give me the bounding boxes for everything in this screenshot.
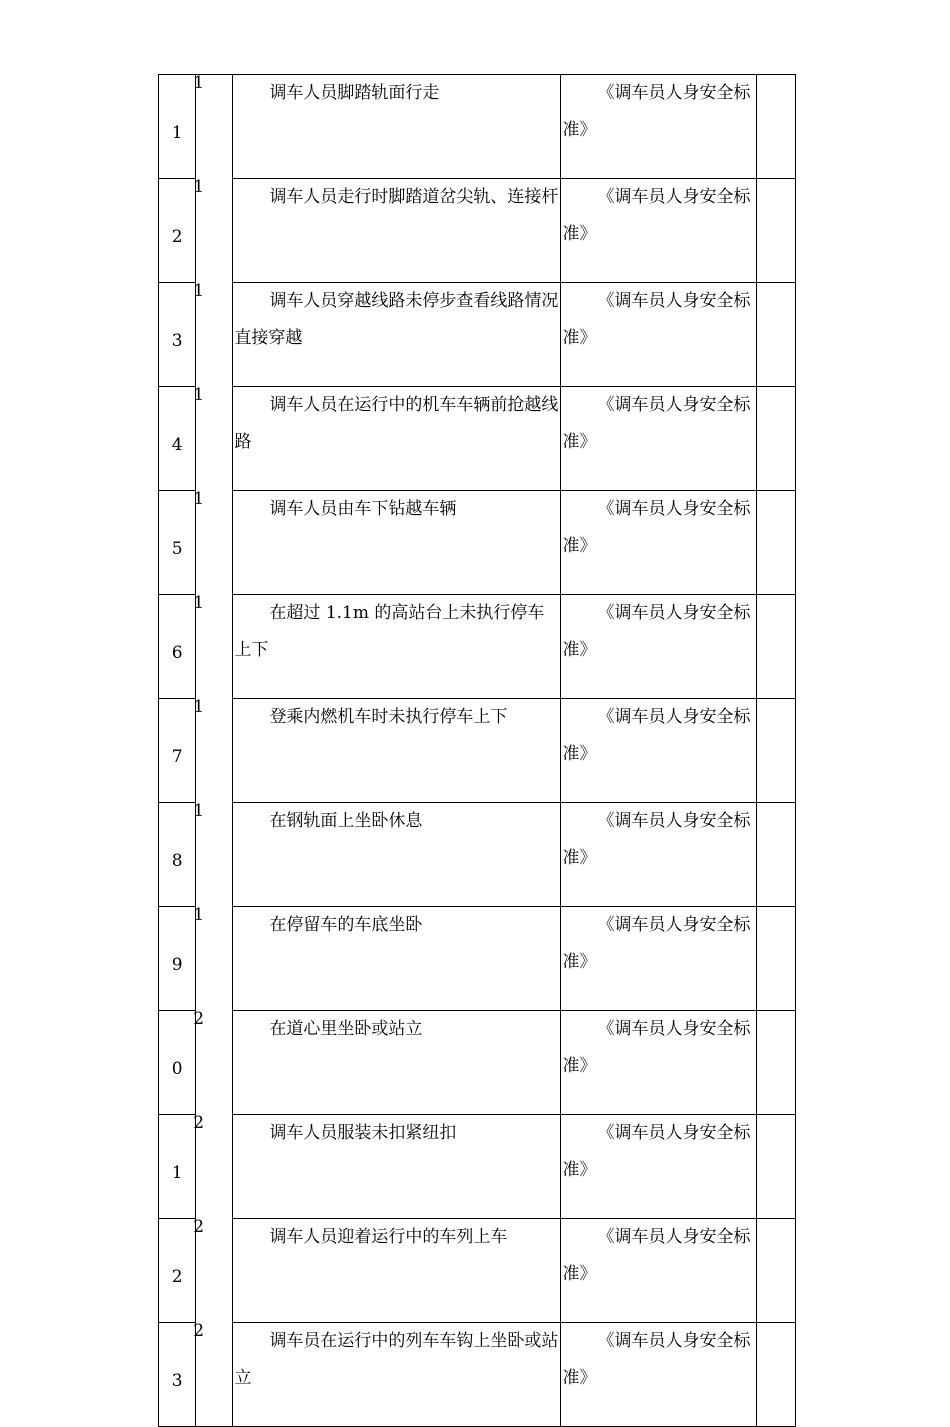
violation-item-cell — [233, 491, 561, 595]
row-number: 3 — [171, 1370, 183, 1391]
basis-cell — [561, 803, 756, 907]
violation-item-cell — [233, 907, 561, 1011]
row-number: 1 — [171, 122, 183, 143]
violation-item-cell — [233, 179, 561, 283]
violation-item: 调车人员由车下钻越车辆 — [269, 499, 457, 519]
violation-item-cell — [233, 75, 561, 179]
basis-text: 《调车员人身安全标准》 — [562, 1123, 751, 1180]
row-sub-number-cell — [193, 1113, 233, 1219]
basis-text: 《调车员人身安全标准》 — [562, 603, 751, 660]
table-row — [159, 1323, 796, 1427]
basis-cell — [561, 699, 756, 803]
basis-text: 《调车员人身安全标准》 — [562, 499, 751, 556]
basis-text: 《调车员人身安全标准》 — [562, 1331, 751, 1388]
table-row — [159, 179, 796, 283]
row-number-cell — [159, 179, 196, 283]
row-sub-number: 1 — [193, 73, 205, 93]
remark-cell — [756, 75, 795, 179]
remark-cell — [756, 1323, 795, 1427]
remark-cell — [756, 491, 795, 595]
row-sub-number-cell — [193, 801, 233, 907]
row-number: 9 — [171, 954, 183, 975]
basis-text: 《调车员人身安全标准》 — [562, 83, 751, 140]
violation-item: 在超过 1.1m 的高站台上未执行停车上下 — [234, 603, 545, 660]
row-number: 8 — [171, 850, 183, 871]
row-number-cell — [159, 1323, 196, 1427]
table-row — [159, 803, 796, 907]
violation-item: 在道心里坐卧或站立 — [269, 1019, 423, 1039]
row-number: 2 — [171, 1266, 183, 1287]
violation-item: 调车人员在运行中的机车车辆前抢越线路 — [234, 395, 559, 452]
row-sub-number: 1 — [193, 697, 205, 717]
remark-cell — [756, 907, 795, 1011]
remark-cell — [756, 803, 795, 907]
basis-text: 《调车员人身安全标准》 — [562, 1227, 751, 1284]
row-sub-number-cell — [193, 385, 233, 491]
row-sub-number-cell — [193, 905, 233, 1011]
row-number-cell — [159, 75, 196, 179]
basis-cell — [561, 1011, 756, 1115]
basis-text: 《调车员人身安全标准》 — [562, 1019, 751, 1076]
row-sub-number: 2 — [193, 1321, 205, 1341]
table-row — [159, 699, 796, 803]
table-row — [159, 595, 796, 699]
row-number: 4 — [171, 434, 183, 455]
table-row — [159, 283, 796, 387]
remark-cell — [756, 179, 795, 283]
row-number-cell — [159, 595, 196, 699]
violation-item: 调车人员脚踏轨面行走 — [269, 83, 440, 103]
row-sub-number-cell — [193, 697, 233, 803]
table-row — [159, 387, 796, 491]
violation-item-cell — [233, 595, 561, 699]
table-body — [159, 75, 796, 1427]
basis-text: 《调车员人身安全标准》 — [562, 291, 751, 348]
row-sub-number: 1 — [193, 385, 205, 405]
row-sub-number-cell — [193, 1321, 233, 1427]
basis-text: 《调车员人身安全标准》 — [562, 707, 751, 764]
violation-item-cell — [233, 699, 561, 803]
table-row — [159, 1219, 796, 1323]
row-number-cell — [159, 699, 196, 803]
basis-cell — [561, 75, 756, 179]
row-number-cell — [159, 1011, 196, 1115]
remark-cell — [756, 387, 795, 491]
row-sub-number-cell — [193, 489, 233, 595]
violation-item-cell — [233, 387, 561, 491]
row-number: 5 — [171, 538, 183, 559]
row-number-cell — [159, 283, 196, 387]
row-number: 7 — [171, 746, 183, 767]
row-number: 3 — [171, 330, 183, 351]
table-row — [159, 75, 796, 179]
violation-item-cell — [233, 1115, 561, 1219]
basis-cell — [561, 1115, 756, 1219]
row-sub-number: 1 — [193, 593, 205, 613]
row-number: 2 — [171, 226, 183, 247]
row-sub-number: 1 — [193, 177, 205, 197]
basis-text: 《调车员人身安全标准》 — [562, 395, 751, 452]
basis-cell — [561, 1323, 756, 1427]
violation-item: 调车人员服装未扣紧纽扣 — [269, 1123, 457, 1143]
basis-cell — [561, 387, 756, 491]
row-number: 1 — [171, 1162, 183, 1183]
violation-item: 调车人员迎着运行中的车列上车 — [269, 1227, 508, 1247]
violation-item-cell — [233, 1011, 561, 1115]
table-row — [159, 1115, 796, 1219]
violation-item: 调车员在运行中的列车车钩上坐卧或站立 — [234, 1331, 559, 1388]
remark-cell — [756, 1011, 795, 1115]
row-sub-number: 2 — [193, 1217, 205, 1237]
row-number-cell — [159, 1219, 196, 1323]
remark-cell — [756, 1219, 795, 1323]
basis-text: 《调车员人身安全标准》 — [562, 811, 751, 868]
row-sub-number: 2 — [193, 1009, 205, 1029]
row-sub-number: 1 — [193, 281, 205, 301]
row-sub-number: 1 — [193, 801, 205, 821]
remark-cell — [756, 1115, 795, 1219]
row-sub-number-cell — [193, 281, 233, 387]
row-number: 6 — [171, 642, 183, 663]
row-number: 0 — [171, 1058, 183, 1079]
row-number-cell — [159, 491, 196, 595]
violation-item: 调车人员走行时脚踏道岔尖轨、连接杆 — [269, 187, 559, 207]
row-sub-number-cell — [193, 73, 233, 179]
remark-cell — [756, 699, 795, 803]
row-sub-number: 1 — [193, 489, 205, 509]
table-row — [159, 1011, 796, 1115]
row-sub-number: 2 — [193, 1113, 205, 1133]
row-sub-number-cell — [193, 177, 233, 283]
basis-cell — [561, 283, 756, 387]
row-sub-number: 1 — [193, 905, 205, 925]
table-row — [159, 491, 796, 595]
row-number-cell — [159, 1115, 196, 1219]
basis-cell — [561, 179, 756, 283]
violation-item: 在停留车的车底坐卧 — [269, 915, 423, 935]
violation-item-cell — [233, 803, 561, 907]
violation-item: 调车人员穿越线路未停步查看线路情况直接穿越 — [234, 291, 559, 348]
basis-cell — [561, 1219, 756, 1323]
row-number-cell — [159, 803, 196, 907]
violation-item-cell — [233, 1219, 561, 1323]
table-row — [159, 907, 796, 1011]
violation-item: 登乘内燃机车时未执行停车上下 — [269, 707, 508, 727]
basis-cell — [561, 491, 756, 595]
basis-cell — [561, 595, 756, 699]
safety-standard-table — [158, 74, 796, 1427]
remark-cell — [756, 283, 795, 387]
row-sub-number-cell — [193, 593, 233, 699]
remark-cell — [756, 595, 795, 699]
row-sub-number-cell — [193, 1217, 233, 1323]
violation-item-cell — [233, 283, 561, 387]
row-number-cell — [159, 387, 196, 491]
row-number-cell — [159, 907, 196, 1011]
row-sub-number-cell — [193, 1009, 233, 1115]
basis-cell — [561, 907, 756, 1011]
basis-text: 《调车员人身安全标准》 — [562, 915, 751, 972]
violation-item-cell — [233, 1323, 561, 1427]
basis-text: 《调车员人身安全标准》 — [562, 187, 751, 244]
violation-item: 在钢轨面上坐卧休息 — [269, 811, 423, 831]
